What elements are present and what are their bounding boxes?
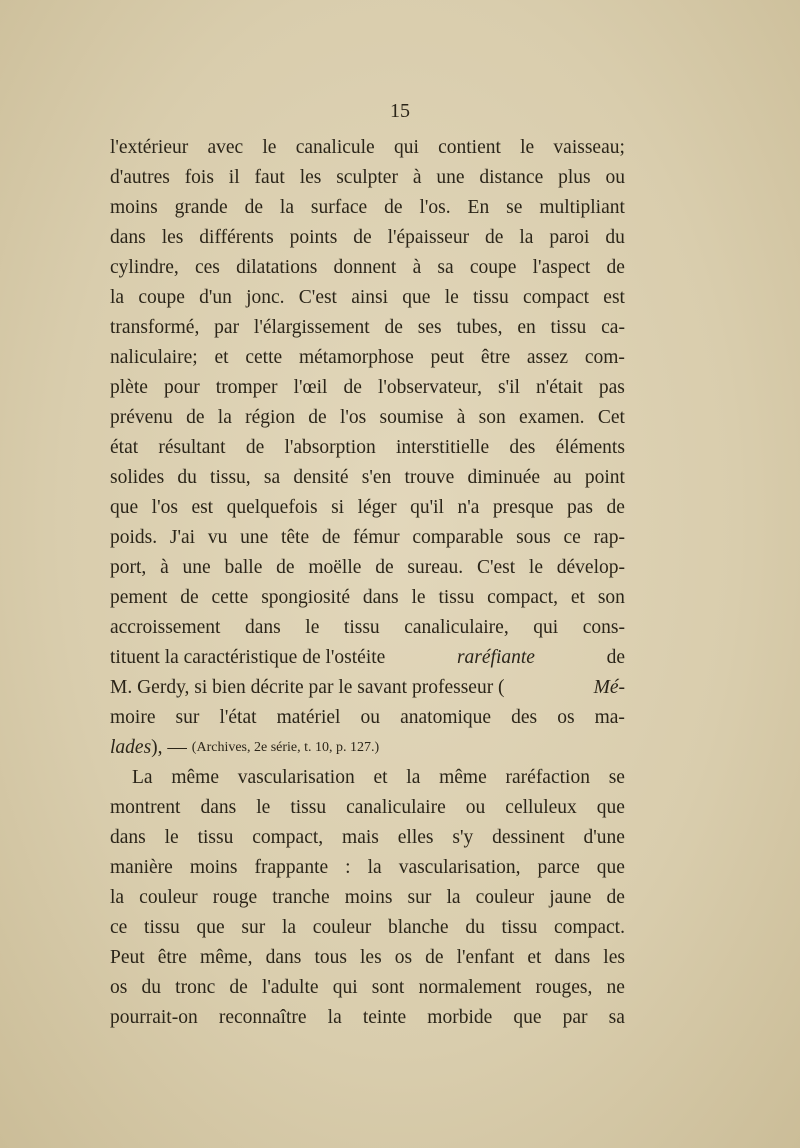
word: de: [229, 977, 248, 998]
word: cette: [211, 587, 249, 608]
word: jonc.: [246, 287, 285, 308]
word: léger: [357, 497, 397, 518]
word: éléments: [555, 437, 625, 458]
italic-title: lades: [110, 737, 152, 758]
text-line: [110, 613, 625, 643]
word: à: [160, 557, 169, 578]
word: de: [425, 947, 444, 968]
word: :: [345, 857, 351, 878]
word: os: [110, 977, 128, 998]
word: celluleux: [505, 797, 577, 818]
word: le: [411, 587, 426, 608]
word: état: [110, 437, 139, 458]
word: la: [327, 1007, 342, 1028]
word: du: [141, 977, 161, 998]
word: point: [584, 467, 625, 488]
word: tissu: [197, 827, 234, 848]
word: et: [570, 587, 585, 608]
word: moins: [110, 197, 158, 218]
text-line: [110, 523, 625, 553]
word: coupe: [469, 257, 517, 278]
word: sa: [437, 257, 454, 278]
text-line: [110, 793, 625, 823]
text-line: [110, 703, 625, 733]
word: multipliant: [539, 197, 625, 218]
text-line: [110, 343, 625, 373]
text-line: [110, 403, 625, 433]
word: sa: [263, 467, 281, 488]
word: elles: [397, 827, 434, 848]
word: assez: [526, 347, 569, 368]
word: cons-: [582, 617, 625, 638]
word: sculpter: [336, 167, 398, 188]
word: l'adulte: [261, 977, 319, 998]
word: mais: [342, 827, 379, 848]
word: Cet: [597, 407, 625, 428]
word: des: [509, 437, 536, 458]
word: blanche: [387, 917, 449, 938]
word: à: [412, 167, 422, 188]
word: de: [186, 407, 205, 428]
word: la: [281, 917, 297, 938]
word: qui: [332, 977, 358, 998]
word: le: [164, 827, 179, 848]
word: fémur: [353, 527, 400, 548]
word: solides: [110, 467, 165, 488]
word: être: [157, 947, 187, 968]
word: surface: [310, 197, 368, 218]
word: l'état: [219, 707, 257, 728]
word: tous: [314, 947, 347, 968]
word: du: [177, 467, 197, 488]
word: pour: [163, 377, 200, 398]
word: le: [262, 137, 277, 158]
word: se: [608, 767, 625, 788]
word: reconnaître: [218, 1007, 307, 1028]
page-number: 15: [390, 100, 410, 122]
word: et: [373, 767, 388, 788]
word: que: [596, 857, 625, 878]
word: de: [180, 587, 199, 608]
word: fois: [184, 167, 214, 188]
word: de: [384, 317, 403, 338]
word: la: [519, 227, 534, 248]
word: dans: [200, 797, 237, 818]
word: qu'il: [410, 497, 444, 518]
word: ou: [605, 167, 625, 188]
line-text: M. Gerdy, si bien décrite par le savant professeur (: [110, 677, 505, 698]
word: que: [402, 287, 431, 308]
word: anatomique: [400, 707, 492, 728]
word: compact,: [487, 587, 559, 608]
word: de: [353, 227, 372, 248]
word: le: [528, 557, 543, 578]
word: trouve: [404, 467, 455, 488]
body-text: [110, 133, 625, 1033]
word: vaisseau;: [553, 137, 625, 158]
word: n'a: [457, 497, 480, 518]
word: les: [299, 167, 322, 188]
word: ca-: [601, 317, 625, 338]
word: de: [606, 497, 625, 518]
word: ou: [360, 707, 381, 728]
word: de: [244, 197, 263, 218]
word: différents: [199, 227, 274, 248]
word: les: [161, 227, 184, 248]
line-text: tituent la caractéristique de l'ostéite: [110, 647, 386, 668]
word: d'un: [199, 287, 232, 308]
text-line: [110, 283, 625, 313]
word: de: [308, 407, 327, 428]
word: moins: [189, 857, 238, 878]
word: région: [245, 407, 295, 428]
word: ou: [465, 797, 486, 818]
text-line: [110, 193, 625, 223]
word: au: [553, 467, 572, 488]
word: balle: [224, 557, 263, 578]
word: canalicule: [295, 137, 375, 158]
word: port,: [110, 557, 147, 578]
text-line: [110, 853, 625, 883]
word: la: [367, 857, 382, 878]
word: la: [217, 407, 232, 428]
word: l'élargissement: [253, 317, 370, 338]
word: ne: [606, 977, 625, 998]
word: s'il: [498, 377, 520, 398]
text-line: [110, 373, 625, 403]
word: des: [511, 707, 538, 728]
word: l'os: [151, 497, 178, 518]
word: prévenu: [110, 407, 173, 428]
word: canaliculaire: [346, 797, 446, 818]
word: de: [375, 557, 394, 578]
word: que: [513, 1007, 542, 1028]
word: C'est: [476, 557, 516, 578]
word: l'aspect: [532, 257, 591, 278]
word: la: [279, 197, 294, 218]
word: tissu: [144, 917, 180, 938]
word: il: [228, 167, 240, 188]
word: compact,: [252, 827, 324, 848]
word: plus: [558, 167, 591, 188]
word: et: [214, 347, 229, 368]
word: moire: [110, 707, 156, 728]
word: dans: [110, 227, 146, 248]
word: de: [485, 227, 504, 248]
word: densité: [293, 467, 349, 488]
word: se: [506, 197, 523, 218]
word: examen.: [519, 407, 585, 428]
text-line: [110, 943, 625, 973]
word: tranche: [272, 887, 330, 908]
word: poids.: [110, 527, 158, 548]
text-line: [110, 733, 625, 763]
word: ses: [417, 317, 442, 338]
word: donnent: [333, 257, 397, 278]
word: vascularisation,: [398, 857, 521, 878]
word: J'ai: [169, 527, 196, 548]
word: être: [480, 347, 511, 368]
text-line: [110, 913, 625, 943]
line-text: de: [606, 647, 625, 668]
word: teinte: [362, 1007, 407, 1028]
word: de: [606, 257, 625, 278]
word: couleur: [312, 917, 372, 938]
word: la: [406, 767, 421, 788]
word: diminuée: [467, 467, 541, 488]
word: manière: [110, 857, 173, 878]
word: même: [439, 767, 487, 788]
word: son: [597, 587, 625, 608]
word: du: [605, 227, 625, 248]
word: jaune: [549, 887, 592, 908]
word: faut: [254, 167, 285, 188]
word: dans: [245, 617, 281, 638]
word: naliculaire;: [110, 347, 198, 368]
word: de: [245, 437, 265, 458]
word: tissu: [473, 287, 509, 308]
word: rouges,: [535, 977, 593, 998]
word: l'os: [339, 407, 367, 428]
citation: (Archives, 2e série, t. 10, p. 127.): [191, 740, 380, 755]
word: s'en: [361, 467, 392, 488]
word: la: [110, 287, 125, 308]
word: sur: [241, 917, 266, 938]
text-line: [110, 133, 625, 163]
text-line: [110, 163, 625, 193]
word: plète: [110, 377, 148, 398]
word: à: [456, 407, 466, 428]
text-line: [110, 673, 625, 703]
word: les: [360, 947, 382, 968]
word: sur: [175, 707, 200, 728]
word: d'autres: [110, 167, 170, 188]
word: sur: [407, 887, 432, 908]
word: par: [562, 1007, 588, 1028]
text-line: [110, 1003, 625, 1033]
text-line: [110, 433, 625, 463]
word: accroissement: [110, 617, 221, 638]
word: rap-: [593, 527, 625, 548]
word: rouge: [212, 887, 258, 908]
word: soumise: [379, 407, 444, 428]
word: une: [240, 527, 269, 548]
word: transformé,: [110, 317, 200, 338]
word: ce: [110, 917, 128, 938]
word: de: [384, 197, 403, 218]
word: dans: [265, 947, 302, 968]
word: ainsi: [351, 287, 389, 308]
word: ces: [194, 257, 220, 278]
word: tête: [280, 527, 310, 548]
word: une: [182, 557, 211, 578]
word: l'os.: [419, 197, 451, 218]
word: os: [394, 947, 413, 968]
word: canaliculaire,: [404, 617, 509, 638]
word: dans: [554, 947, 591, 968]
word: cylindre,: [110, 257, 179, 278]
word: coupe: [138, 287, 185, 308]
word: compact: [523, 287, 590, 308]
word: morbide: [427, 1007, 493, 1028]
italic-term: raréfiante: [456, 647, 535, 668]
word: est: [603, 287, 625, 308]
word: tissu: [501, 917, 538, 938]
word: par: [214, 317, 240, 338]
word: cette: [245, 347, 283, 368]
word: comparable: [412, 527, 504, 548]
word: même: [171, 767, 219, 788]
word: dessinent: [492, 827, 565, 848]
word: tromper: [215, 377, 278, 398]
word: frappante: [254, 857, 329, 878]
word: l'observateur,: [377, 377, 482, 398]
word: tissu: [343, 617, 380, 638]
word: contient: [438, 137, 501, 158]
word: pement: [110, 587, 168, 608]
text-line: [110, 493, 625, 523]
word: en: [517, 317, 536, 338]
text-line: [110, 253, 625, 283]
word: même,: [200, 947, 253, 968]
word: ma-: [594, 707, 625, 728]
word: et: [527, 947, 542, 968]
text-line: [110, 463, 625, 493]
word: distance: [479, 167, 544, 188]
word: que: [596, 797, 625, 818]
word: s'y: [452, 827, 474, 848]
word: de: [606, 887, 625, 908]
word: os: [557, 707, 575, 728]
word: presque: [492, 497, 554, 518]
word: sous: [516, 527, 551, 548]
word: l'extérieur: [110, 137, 189, 158]
word: si: [331, 497, 345, 518]
word: sureau.: [407, 557, 464, 578]
word: qui: [533, 617, 559, 638]
word: montrent: [110, 797, 181, 818]
word: de: [321, 527, 341, 548]
word: quelquefois: [226, 497, 318, 518]
word: C'est: [298, 287, 337, 308]
word: le: [305, 617, 320, 638]
word: vascularisation: [237, 767, 355, 788]
word: du: [465, 917, 485, 938]
text-line: [110, 643, 625, 673]
word: normalement: [418, 977, 522, 998]
word: tronc: [175, 977, 216, 998]
word: résultant: [158, 437, 226, 458]
italic-title: Mé-: [593, 677, 625, 698]
word: dans: [362, 587, 399, 608]
word: tissu,: [210, 467, 251, 488]
word: sont: [371, 977, 405, 998]
word: que: [110, 497, 139, 518]
word: vu: [207, 527, 228, 548]
word: La: [132, 767, 153, 788]
word: l'absorption: [284, 437, 376, 458]
word: l'enfant: [456, 947, 515, 968]
word: le: [520, 137, 535, 158]
word: pas: [598, 377, 625, 398]
text-line: [110, 313, 625, 343]
word: spongiosité: [261, 587, 351, 608]
word: l'œil: [293, 377, 328, 398]
word: qui: [393, 137, 419, 158]
word: la: [110, 887, 125, 908]
word: moins: [344, 887, 393, 908]
word: interstitielle: [395, 437, 490, 458]
word: le: [256, 797, 271, 818]
word: les: [603, 947, 625, 968]
word: tubes,: [456, 317, 503, 338]
word: paroi: [549, 227, 590, 248]
text-line: [110, 583, 625, 613]
word: à: [412, 257, 422, 278]
word: moëlle: [308, 557, 362, 578]
word: Peut: [110, 947, 145, 968]
text-line: [110, 553, 625, 583]
word: peut: [430, 347, 465, 368]
word: est: [191, 497, 214, 518]
word: com-: [584, 347, 625, 368]
word: son: [478, 407, 506, 428]
word: n'était: [536, 377, 583, 398]
word: couleur: [475, 887, 535, 908]
word: dans: [110, 827, 146, 848]
word: de: [343, 377, 362, 398]
word: pourrait-on: [110, 1007, 198, 1028]
word: le: [444, 287, 459, 308]
word: tissu: [438, 587, 475, 608]
text-line: [110, 883, 625, 913]
word: points: [289, 227, 338, 248]
word: l'épaisseur: [387, 227, 470, 248]
word: tissu: [290, 797, 327, 818]
word: d'une: [583, 827, 625, 848]
word: parce: [537, 857, 580, 878]
word: matériel: [276, 707, 341, 728]
word: compact.: [554, 917, 625, 938]
word: sa: [608, 1007, 625, 1028]
word: raréfaction: [505, 767, 590, 788]
word: que: [196, 917, 225, 938]
word: ce: [563, 527, 581, 548]
word: pas: [567, 497, 594, 518]
word: dévelop-: [556, 557, 625, 578]
word: En: [467, 197, 490, 218]
text-line: [110, 823, 625, 853]
text-line: [110, 223, 625, 253]
text-line: [110, 973, 625, 1003]
word: métamorphose: [298, 347, 414, 368]
word: couleur: [139, 887, 198, 908]
word: avec: [207, 137, 244, 158]
word: une: [436, 167, 465, 188]
word: de: [276, 557, 295, 578]
word: la: [446, 887, 461, 908]
word: dilatations: [236, 257, 318, 278]
word: tissu: [550, 317, 587, 338]
line-text: ), —: [151, 737, 192, 758]
text-line: [110, 763, 625, 793]
word: grande: [174, 197, 228, 218]
